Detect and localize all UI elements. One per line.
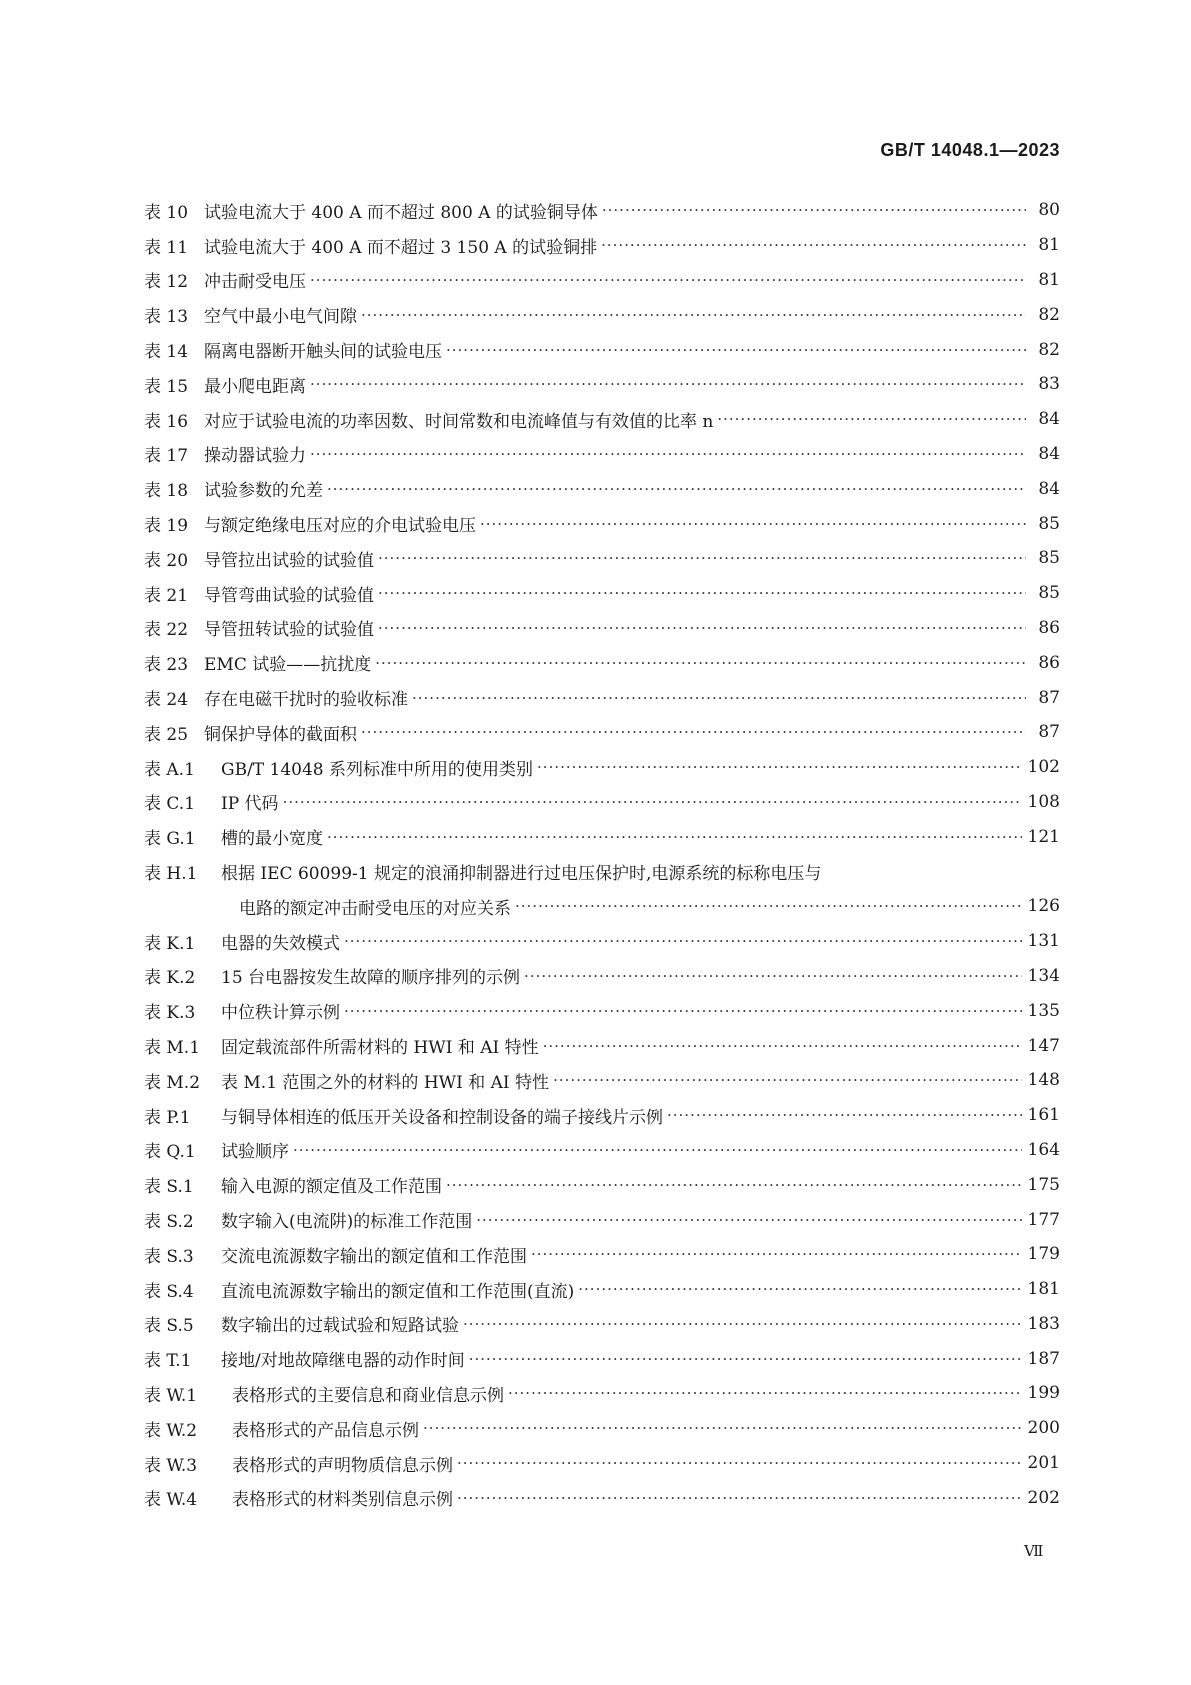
toc-entry-label: 表 23	[144, 655, 189, 676]
toc-entry-title: 对应于试验电流的功率因数、时间常数和电流峰值与有效值的比率 n	[204, 411, 714, 432]
leader-dots	[667, 1106, 1022, 1124]
toc-entry-title: 交流电流源数字输出的额定值和工作范围	[221, 1246, 527, 1267]
toc-entry[interactable]	[144, 1446, 1060, 1481]
toc-entry-label: 表 W.3	[144, 1455, 198, 1476]
toc-entry[interactable]	[144, 1028, 1060, 1063]
toc-entry-page: 134	[1027, 965, 1060, 986]
toc-entry-label: 表 S.4	[144, 1281, 194, 1302]
toc-entry[interactable]	[144, 297, 1060, 332]
toc-entry-label: 表 M.2	[144, 1072, 201, 1093]
toc-entry-page: 85	[1038, 513, 1060, 534]
toc-entry-title: 试验顺序	[221, 1142, 289, 1163]
leader-dots	[375, 654, 1026, 672]
leader-dots	[717, 410, 1026, 428]
toc-entry[interactable]	[144, 506, 1060, 541]
toc-entry-title: 铜保护导体的截面积	[204, 724, 357, 745]
toc-entry-title: 表格形式的主要信息和商业信息示例	[232, 1385, 504, 1406]
toc-entry-title: 最小爬电距离	[204, 376, 306, 397]
toc-entry[interactable]	[144, 263, 1060, 298]
toc-entry-page: 82	[1038, 339, 1060, 360]
toc-entry-label: 表 17	[144, 446, 189, 467]
toc-entry-label: 表 16	[144, 411, 189, 432]
toc-entry[interactable]	[144, 1202, 1060, 1237]
toc-entry-label: 表 A.1	[144, 759, 195, 780]
toc-entry[interactable]	[144, 750, 1060, 785]
toc-entry[interactable]	[144, 228, 1060, 263]
toc-entry-page: 199	[1027, 1383, 1060, 1404]
toc-entry-title: 15 台电器按发生故障的顺序排列的示例	[221, 968, 521, 989]
toc-entry-title: 存在电磁干扰时的验收标准	[204, 690, 408, 711]
toc-entry[interactable]	[144, 854, 1060, 889]
table-of-contents	[144, 193, 1060, 1515]
toc-entry[interactable]	[144, 1133, 1060, 1168]
toc-entry[interactable]	[144, 1167, 1060, 1202]
toc-entry[interactable]	[144, 367, 1060, 402]
toc-entry-label: 表 S.5	[144, 1316, 194, 1337]
toc-entry-page: 86	[1038, 617, 1060, 638]
toc-entry[interactable]	[144, 1411, 1060, 1446]
toc-entry-page: 179	[1027, 1244, 1060, 1265]
toc-entry-label: 表 P.1	[144, 1107, 191, 1128]
toc-entry-page: 85	[1038, 548, 1060, 569]
toc-entry-label: 表 20	[144, 550, 189, 571]
toc-entry-label: 表 10	[144, 202, 189, 223]
toc-entry-page: 84	[1038, 409, 1060, 430]
leader-dots	[327, 480, 1026, 498]
toc-entry-title: IP 代码	[221, 794, 279, 815]
toc-entry-label: 表 24	[144, 690, 189, 711]
toc-entry-label: 表 K.2	[144, 968, 196, 989]
toc-entry-label: 表 H.1	[144, 864, 198, 885]
toc-entry[interactable]	[144, 541, 1060, 576]
toc-entry-label: 表 22	[144, 620, 189, 641]
toc-entry-title: 表格形式的声明物质信息示例	[232, 1455, 453, 1476]
leader-dots	[310, 445, 1026, 463]
leader-dots	[457, 1454, 1022, 1472]
toc-entry-page: 85	[1038, 583, 1060, 604]
leader-dots	[543, 1037, 1022, 1055]
toc-entry-title: 电器的失效模式	[221, 933, 340, 954]
toc-entry-title: 操动器试验力	[204, 446, 306, 467]
toc-entry-label: 表 25	[144, 724, 189, 745]
toc-entry-title: 中位秩计算示例	[221, 1003, 340, 1024]
toc-entry-label: 表 15	[144, 376, 189, 397]
toc-entry-label: 表 19	[144, 516, 189, 537]
leader-dots	[423, 1419, 1022, 1437]
toc-entry-title: 表格形式的产品信息示例	[232, 1420, 419, 1441]
toc-entry[interactable]	[144, 993, 1060, 1028]
leader-dots	[361, 723, 1026, 741]
toc-entry-label: 表 K.3	[144, 1003, 196, 1024]
toc-entry-page: 126	[1027, 896, 1060, 917]
toc-entry-title: 与铜导体相连的低压开关设备和控制设备的端子接线片示例	[221, 1107, 663, 1128]
toc-entry-page: 201	[1027, 1453, 1060, 1474]
toc-entry[interactable]	[144, 1480, 1060, 1515]
toc-entry-label: 表 S.1	[144, 1177, 194, 1198]
toc-entry-page: 181	[1027, 1279, 1060, 1300]
toc-entry-label: 表 T.1	[144, 1351, 192, 1372]
leader-dots	[310, 375, 1026, 393]
toc-entry[interactable]	[144, 680, 1060, 715]
leader-dots	[602, 201, 1026, 219]
toc-entry[interactable]	[144, 819, 1060, 854]
page-number-footer: Ⅶ	[1024, 1542, 1044, 1560]
leader-dots	[344, 1002, 1022, 1020]
toc-entry-page: 183	[1027, 1313, 1060, 1334]
toc-entry[interactable]	[144, 576, 1060, 611]
leader-dots	[553, 1071, 1021, 1089]
toc-entry-title: 表 M.1 范围之外的材料的 HWI 和 AI 特性	[221, 1072, 550, 1093]
document-code-header: GB/T 14048.1—2023	[880, 140, 1060, 160]
leader-dots	[310, 271, 1026, 289]
toc-entry-title: 导管拉出试验的试验值	[204, 550, 374, 571]
toc-entry-label: 表 W.1	[144, 1385, 198, 1406]
toc-entry-page: 102	[1027, 757, 1060, 778]
toc-entry-title: 试验电流大于 400 A 而不超过 800 A 的试验铜导体	[204, 202, 598, 223]
toc-entry-label: 表 18	[144, 481, 189, 502]
toc-entry-label: 表 Q.1	[144, 1142, 196, 1163]
toc-entry-label: 表 11	[144, 237, 189, 258]
leader-dots	[327, 828, 1022, 846]
leader-dots	[524, 967, 1022, 985]
toc-entry-page: 200	[1027, 1418, 1060, 1439]
leader-dots	[378, 549, 1026, 567]
toc-entry[interactable]	[144, 471, 1060, 506]
toc-entry-page: 108	[1027, 791, 1060, 812]
toc-entry-page: 83	[1038, 374, 1060, 395]
toc-entry-label: 表 W.2	[144, 1420, 198, 1441]
toc-entry-label: 表 14	[144, 342, 189, 363]
toc-entry-page: 187	[1027, 1348, 1060, 1369]
toc-entry-title: 接地/对地故障继电器的动作时间	[221, 1351, 465, 1372]
toc-entry-page: 81	[1038, 235, 1060, 256]
toc-entry-page: 81	[1038, 269, 1060, 290]
toc-entry-label: 表 13	[144, 307, 189, 328]
leader-dots	[361, 306, 1026, 324]
toc-entry-title: 表格形式的材料类别信息示例	[232, 1490, 453, 1511]
toc-entry-label: 表 21	[144, 585, 189, 606]
toc-entry-page: 87	[1038, 687, 1060, 708]
leader-dots	[344, 932, 1022, 950]
toc-entry-page: 84	[1038, 478, 1060, 499]
toc-entry[interactable]	[144, 1237, 1060, 1272]
toc-entry[interactable]	[144, 1272, 1060, 1307]
leader-dots	[578, 1280, 1021, 1298]
toc-entry-title: 槽的最小宽度	[221, 829, 323, 850]
toc-entry-page: 86	[1038, 652, 1060, 673]
toc-entry-page: 148	[1027, 1070, 1060, 1091]
toc-entry-page: 135	[1027, 1000, 1060, 1021]
toc-entry-title: 导管弯曲试验的试验值	[204, 585, 374, 606]
toc-entry-label: 表 M.1	[144, 1038, 201, 1059]
leader-dots	[457, 1489, 1022, 1507]
toc-entry[interactable]	[144, 785, 1060, 820]
toc-entry-title: GB/T 14048 系列标准中所用的使用类别	[221, 759, 534, 780]
leader-dots	[515, 897, 1022, 915]
toc-entry-title: 空气中最小电气间隙	[204, 307, 357, 328]
leader-dots	[293, 1141, 1022, 1159]
toc-entry[interactable]	[144, 1063, 1060, 1098]
toc-entry-title: 冲击耐受电压	[204, 272, 306, 293]
toc-entry[interactable]	[144, 715, 1060, 750]
toc-entry-label: 表 S.3	[144, 1246, 194, 1267]
toc-entry[interactable]	[144, 1341, 1060, 1376]
toc-entry-page: 82	[1038, 304, 1060, 325]
leader-dots	[531, 1245, 1022, 1263]
leader-dots	[378, 584, 1026, 602]
toc-entry[interactable]	[144, 959, 1060, 994]
toc-entry-label: 表 G.1	[144, 829, 196, 850]
toc-entry[interactable]	[144, 193, 1060, 228]
toc-entry-label: 表 12	[144, 272, 189, 293]
toc-entry-title: 与额定绝缘电压对应的介电试验电压	[204, 516, 476, 537]
toc-entry-page: 202	[1027, 1487, 1060, 1508]
toc-entry[interactable]	[144, 437, 1060, 472]
toc-entry[interactable]	[144, 1376, 1060, 1411]
leader-dots	[508, 1384, 1022, 1402]
toc-entry[interactable]	[144, 645, 1060, 680]
toc-entry-title: 数字输出的过载试验和短路试验	[221, 1316, 459, 1337]
toc-entry-page: 177	[1027, 1209, 1060, 1230]
toc-entry-label: 表 W.4	[144, 1490, 198, 1511]
leader-dots	[446, 1176, 1022, 1194]
toc-entry-label: 表 C.1	[144, 794, 196, 815]
leader-dots	[601, 236, 1026, 254]
toc-entry-title-continued: 电路的额定冲击耐受电压的对应关系	[239, 898, 511, 919]
toc-entry[interactable]	[144, 1307, 1060, 1342]
toc-entry-title: 根据 IEC 60099-1 规定的浪涌抑制器进行过电压保护时,电源系统的标称电压与	[221, 864, 822, 885]
toc-entry-page: 84	[1038, 443, 1060, 464]
toc-entry-title: 试验电流大于 400 A 而不超过 3 150 A 的试验铜排	[204, 237, 598, 258]
leader-dots	[412, 689, 1026, 707]
toc-entry[interactable]	[144, 924, 1060, 959]
toc-entry-title: 导管扭转试验的试验值	[204, 620, 374, 641]
toc-entry-page: 161	[1027, 1105, 1060, 1126]
toc-entry[interactable]	[144, 1098, 1060, 1133]
leader-dots	[469, 1350, 1022, 1368]
leader-dots	[463, 1315, 1022, 1333]
toc-entry-page: 131	[1027, 931, 1060, 952]
toc-entry-label: 表 K.1	[144, 933, 196, 954]
toc-entry-label: 表 S.2	[144, 1212, 194, 1232]
toc-entry-title: 数字输入(电流阱)的标准工作范围	[221, 1212, 473, 1232]
toc-entry-page: 121	[1027, 826, 1060, 847]
leader-dots	[283, 793, 1022, 811]
toc-entry-page: 164	[1027, 1139, 1060, 1160]
leader-dots	[537, 758, 1022, 776]
toc-entry-title: EMC 试验——抗扰度	[204, 655, 372, 676]
toc-entry-title: 固定载流部件所需材料的 HWI 和 AI 特性	[221, 1038, 539, 1059]
toc-entry-page: 147	[1027, 1035, 1060, 1056]
toc-entry-page: 175	[1027, 1174, 1060, 1195]
toc-entry-page: 80	[1038, 200, 1060, 221]
leader-dots	[378, 619, 1026, 637]
leader-dots	[476, 1211, 1021, 1229]
leader-dots	[480, 515, 1026, 533]
toc-entry-title: 直流电流源数字输出的额定值和工作范围(直流)	[221, 1281, 575, 1302]
leader-dots	[446, 341, 1026, 359]
toc-entry[interactable]	[144, 332, 1060, 367]
toc-entry-continuation[interactable]	[144, 889, 1060, 924]
toc-entry-page: 87	[1038, 722, 1060, 743]
toc-entry-title: 试验参数的允差	[204, 481, 323, 502]
toc-entry[interactable]	[144, 402, 1060, 437]
toc-entry-title: 隔离电器断开触头间的试验电压	[204, 342, 442, 363]
toc-entry[interactable]	[144, 611, 1060, 646]
toc-entry-title: 输入电源的额定值及工作范围	[221, 1177, 442, 1198]
